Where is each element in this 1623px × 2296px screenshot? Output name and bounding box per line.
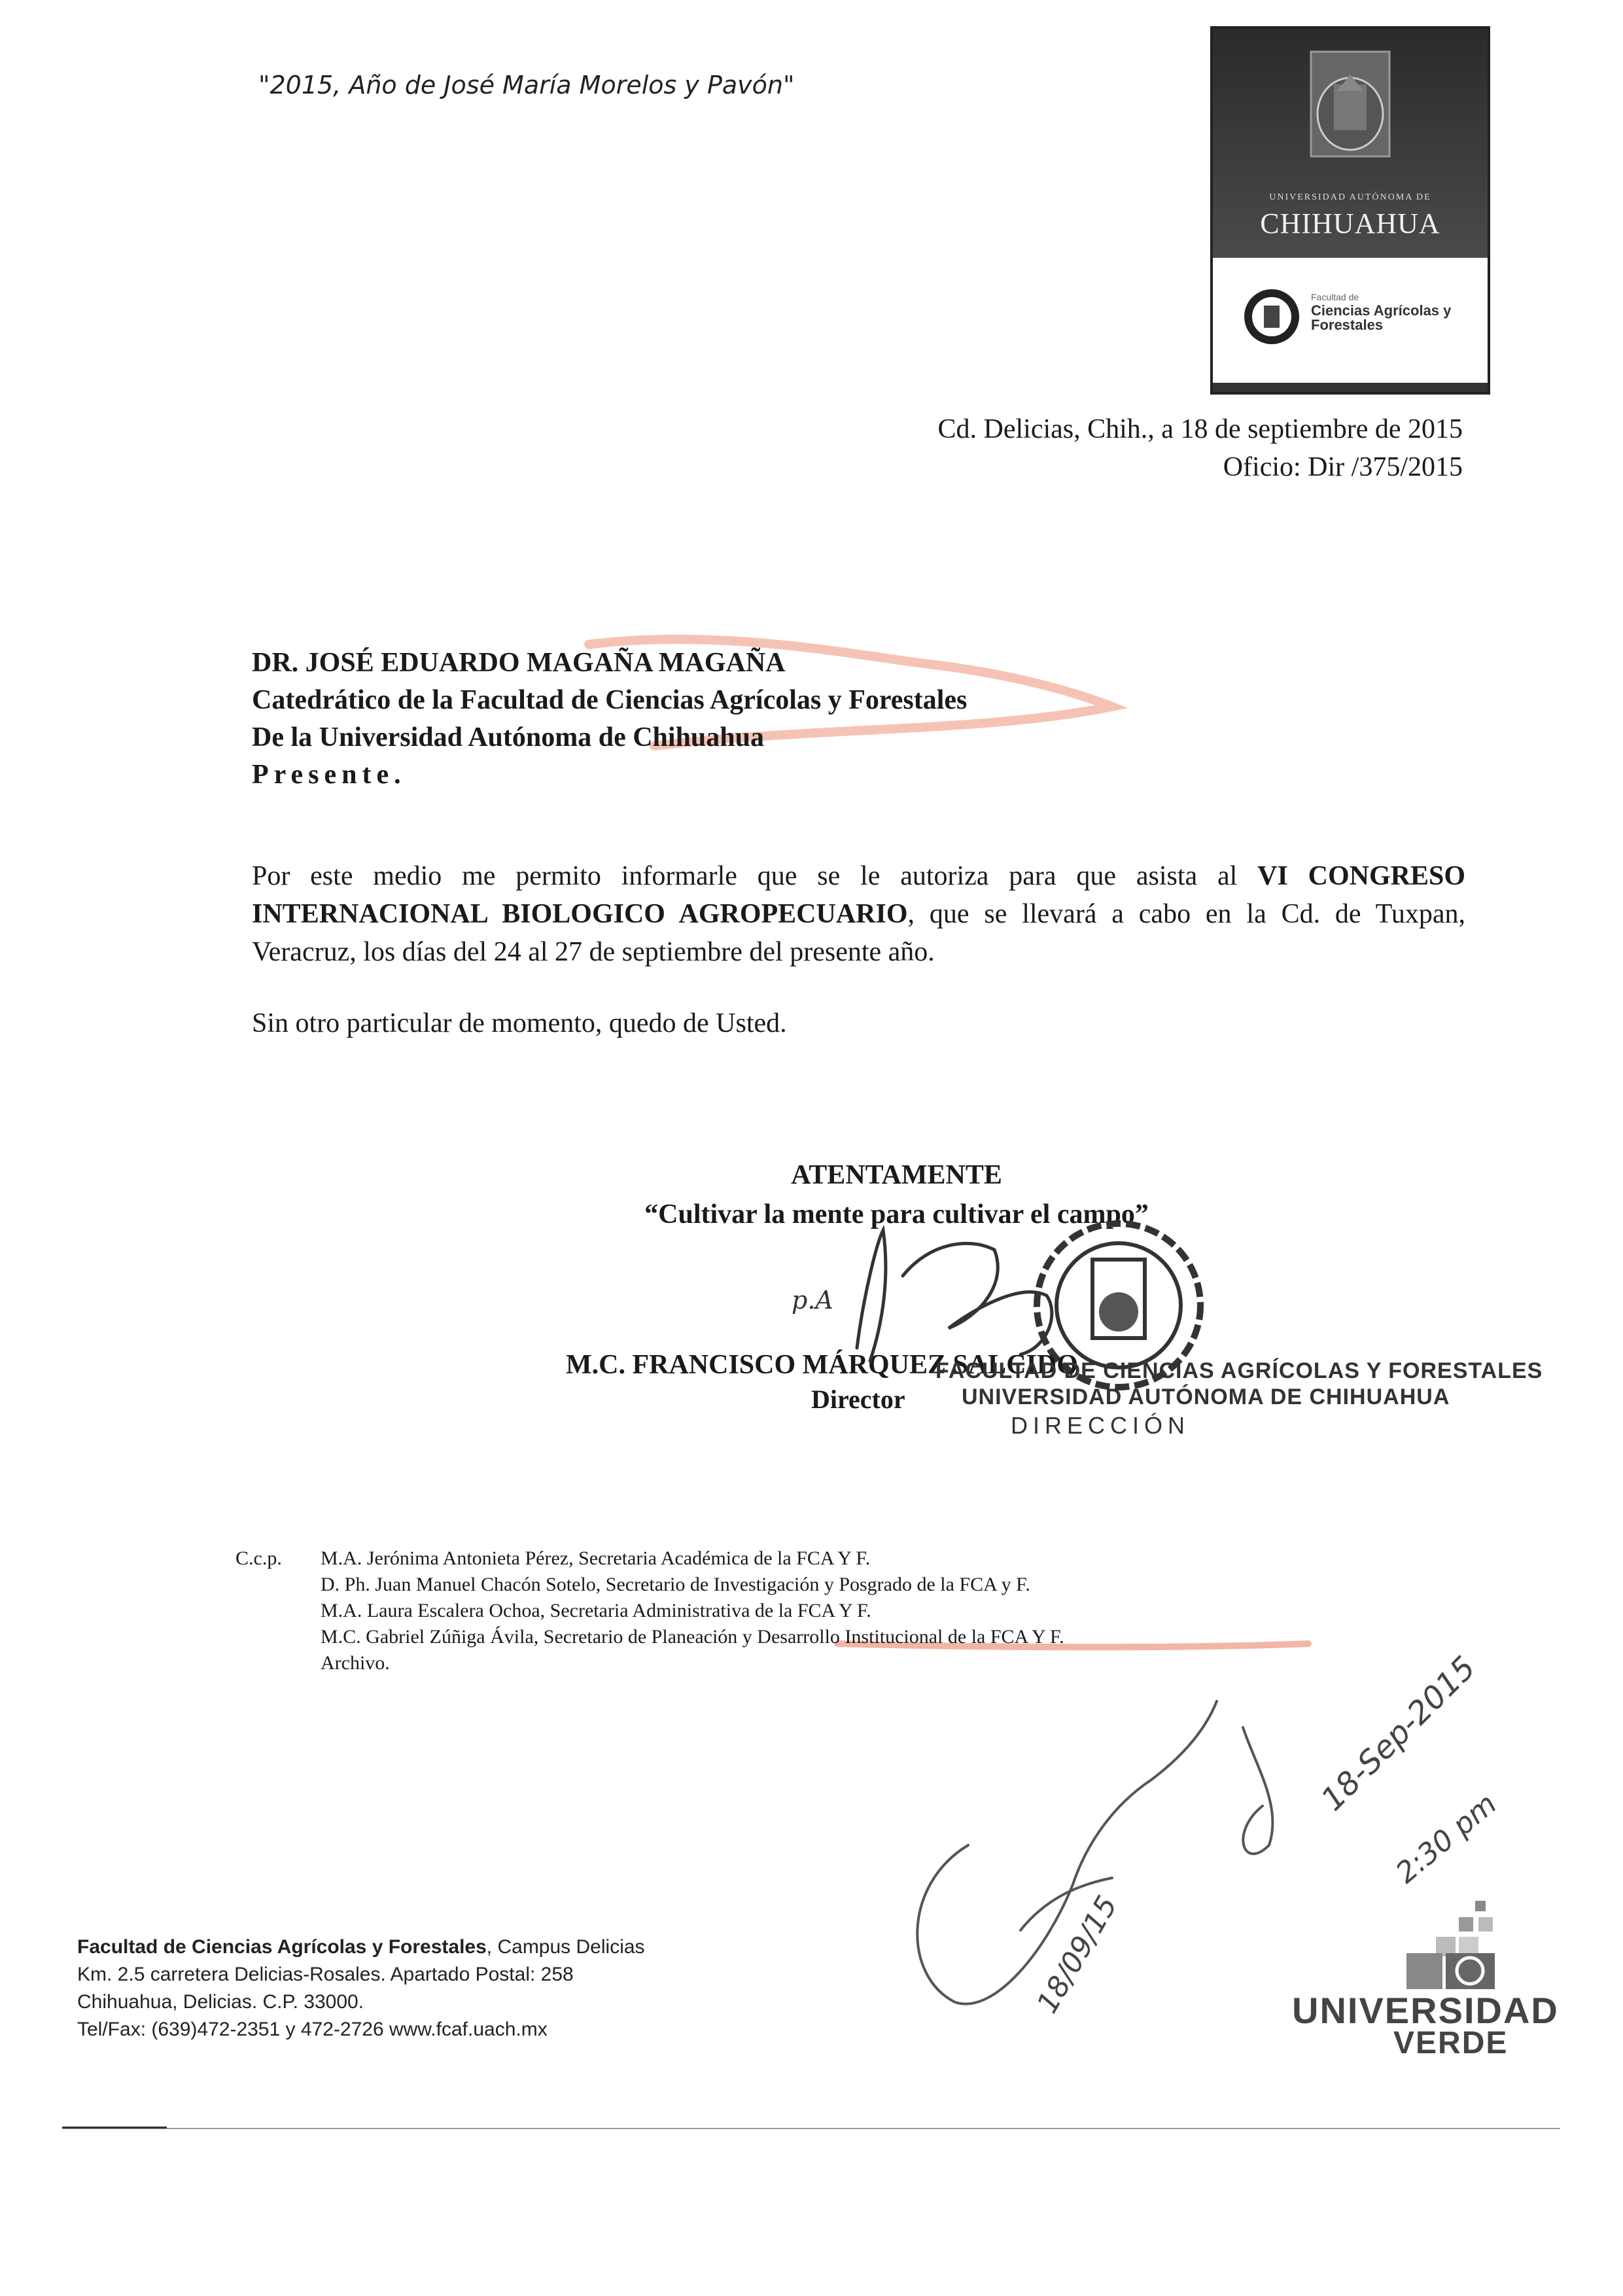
addressee-block: [252, 645, 967, 794]
body-text-a: Por este medio me permito informarle que se le autoriza para que asista al: [252, 861, 1258, 891]
logo-university-label: UNIVERSIDAD AUTÓNOMA DE: [1269, 192, 1431, 202]
signer-role: Director: [811, 1385, 905, 1414]
ccp-item: M.A. Jerónima Antonieta Pérez, Secretaria Académica de la FCA Y F.: [321, 1547, 871, 1569]
ccp-item: D. Ph. Juan Manuel Chacón Sotelo, Secretario de Investigación y Posgrado de la FCA y F.: [321, 1574, 1030, 1595]
stamp-university: UNIVERSIDAD AUTÓNOMA DE CHIHUAHUA: [962, 1385, 1450, 1409]
institutional-slogan: “Cultivar la mente para cultivar el campo”: [644, 1199, 1149, 1229]
logo-bottom-bar: [1213, 383, 1488, 392]
addressee-name: DR. JOSÉ EDUARDO MAGAÑA MAGAÑA: [252, 648, 786, 678]
ccp-label: C.c.p.: [236, 1547, 282, 1569]
received-time: 2:30 pm: [1389, 1787, 1503, 1890]
ccp-item: M.A. Laura Escalera Ochoa, Secretaria Administrativa de la FCA Y F.: [321, 1600, 871, 1621]
footer-address: [77, 1934, 645, 2043]
letter-body: [252, 857, 1465, 971]
footer-rule: [62, 2128, 1560, 2129]
signer-name: M.C. FRANCISCO MÁRQUEZ SALCIDO: [566, 1350, 1078, 1380]
universidad-verde-badge: [1285, 1888, 1559, 2060]
faculty-seal-icon: [1242, 287, 1301, 346]
stamp-direction: DIRECCIÓN: [1011, 1412, 1191, 1439]
congress-name: VI CONGRESO INTERNACIONAL BIOLOGICO AGROPECUARIO: [252, 861, 1465, 929]
footer-line-1: [77, 1934, 645, 1961]
footer-line-4: Tel/Fax: (639)472-2351 y 472-2726 www.fcaf.uach.mx: [77, 2019, 548, 2040]
badge-line-1: UNIVERSIDAD: [1292, 1990, 1559, 2031]
addressee-title: Catedrático de la Facultad de Ciencias Agrícolas y Forestales: [252, 685, 968, 715]
logo-faculty-name: Ciencias Agrícolas y Forestales: [1311, 302, 1452, 333]
badge-line-2: VERDE: [1393, 2026, 1509, 2060]
logo-university-name: CHIHUAHUA: [1260, 207, 1440, 239]
logo-faculty-label: Facultad de: [1311, 292, 1359, 302]
year-motto: "2015, Año de José María Morelos y Pavón": [258, 71, 795, 99]
atentamente: ATENTAMENTE: [791, 1160, 1002, 1190]
footer-line-2: Km. 2.5 carretera Delicias-Rosales. Apartado Postal: 258: [77, 1964, 574, 1985]
oficio-number: Oficio: Dir /375/2015: [1223, 452, 1463, 482]
addressee-presente: Presente.: [252, 760, 406, 790]
body-text-b: , que se llevará a cabo en la Cd. de Tuxpan, Veracruz, los días del 24 al 27 de septiembre del presente año.: [252, 899, 1465, 967]
footer-faculty-name: Facultad de Ciencias Agrícolas y Forestales: [77, 1936, 487, 1958]
recycle-squares-icon: [1285, 1888, 1521, 1992]
footer-line-3: Chihuahua, Delicias. C.P. 33000.: [77, 1991, 364, 2013]
footer-campus: , Campus Delicias: [486, 1936, 645, 1958]
footer-rule-accent: [62, 2127, 167, 2128]
ccp-list: [321, 1545, 1064, 1676]
ccp-item: Archivo.: [321, 1652, 390, 1674]
stamp-text: [935, 1358, 1543, 1410]
received-date: 18-Sep-2015: [1314, 1649, 1483, 1818]
pa-mark: p.A: [792, 1286, 833, 1315]
logo-dark-panel: [1213, 29, 1488, 258]
initials-date: 18/09/15: [1030, 1890, 1125, 2019]
university-logo: [1210, 26, 1490, 395]
closing-line: Sin otro particular de momento, quedo de Usted.: [252, 1008, 787, 1038]
letter-date: Cd. Delicias, Chih., a 18 de septiembre de 2015: [937, 414, 1463, 444]
university-emblem-icon: [1298, 45, 1403, 176]
ccp-item: M.C. Gabriel Zúñiga Ávila, Secretario de Planeación y Desarrollo Institucional de la FCA Y F.: [321, 1626, 1064, 1648]
stamp-faculty: FACULTAD DE CIENCIAS AGRÍCOLAS Y FORESTALES: [935, 1358, 1543, 1383]
addressee-institution: De la Universidad Autónoma de Chihuahua: [252, 722, 765, 752]
